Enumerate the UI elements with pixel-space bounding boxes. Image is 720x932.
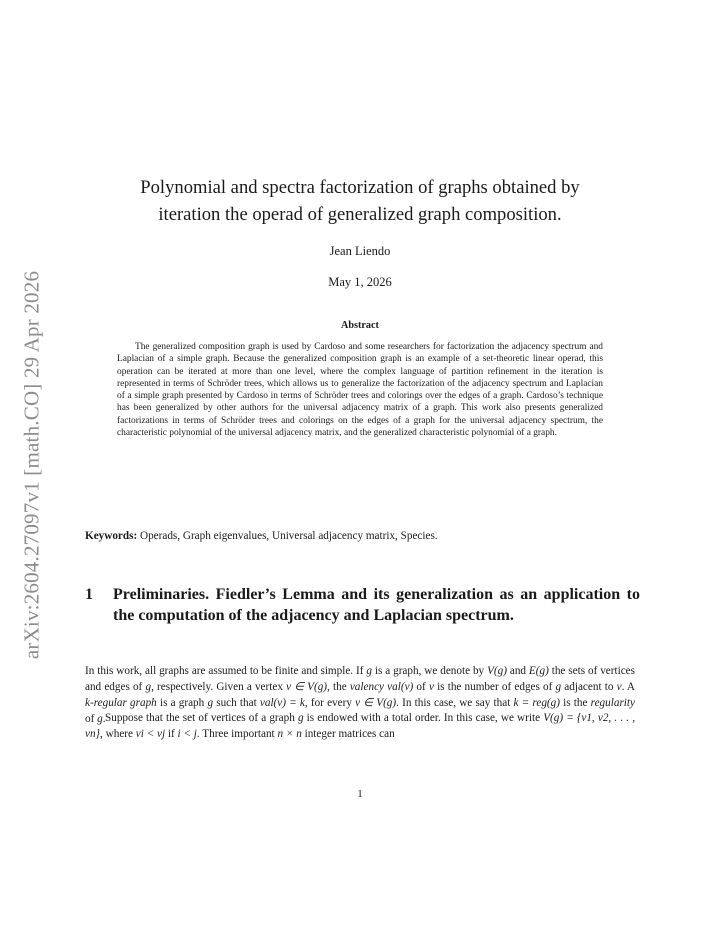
paragraph-1: In this work, all graphs are assumed to be finite and simple. If g is a graph, we denote by V(g) and E(g) the sets of vertices and edges of g, respectively. Given a vertex v ∈ V(g), the valency val(v) of v is the number of edges of g adjacent to v. A k-regular graph is a graph g such that val(v) = k, for every v ∈ V(g). In this case, we say that k = reg(g) is the regularity of g. — [85, 665, 636, 725]
author-name: Jean Liendo — [329, 244, 391, 258]
page-number: 1 — [357, 788, 363, 800]
section-title: Preliminaries. Fiedler’s Lemma and its generalization as an application to the computation of the adjacency and Laplacian spectrum. — [113, 586, 640, 624]
paragraph-2: Suppose that the set of vertices of a graph g is endowed with a total order. In this case, we write V(g) = {v1, v2, . . . , vn}, where vi < vj if i < j. Three important n × n integer matrices can — [85, 712, 635, 740]
paper-title — [90, 174, 630, 228]
abstract-heading: Abstract — [341, 320, 379, 331]
paper-date: May 1, 2026 — [328, 275, 392, 289]
term-valency: valency val(v) — [349, 681, 414, 693]
keywords-line — [85, 530, 635, 542]
keywords-text: Operads, Graph eigenvalues, Universal adjacency matrix, Species. — [137, 530, 438, 542]
section-number: 1 — [85, 586, 93, 603]
abstract-body: The generalized composition graph is used by Cardoso and some researchers for factorization the adjacency spectrum and Laplacian of a simple graph. Because the generalized composition graph is an example of a set-theoretic linear operad, this operation can be iterated at more than one level, where the complex language of partition refinement in the iteration is represented in terms of Schröder trees, which allows us to generalize the factorization of the adjacency spectrum and Laplacian of a simple graph presented by Cardoso in terms of Schröder trees and colorings over the edges of a graph. Cardoso’s technique has been generalized by other authors for the universal adjacency matrix of a graph. This work also presents generalized factorizations in terms of Schröder trees and colorings on the edges of a graph for the universal adjacency spectrum, the characteristic polynomial of the universal adjacency matrix, and the generalized characteristic polynomial of a graph. — [117, 342, 603, 439]
section-heading — [85, 584, 640, 626]
keywords-label: Keywords: — [85, 530, 138, 542]
term-k-regular-graph: k-regular graph — [85, 697, 157, 709]
term-regularity: regularity — [590, 697, 635, 709]
arxiv-identifier-stamp: arXiv:2604.27097v1 [math.CO] 29 Apr 2026 — [19, 270, 44, 660]
title-line-1: Polynomial and spectra factorization of graphs obtained by — [140, 177, 580, 198]
title-line-2: iteration the operad of generalized graph composition. — [158, 204, 562, 225]
